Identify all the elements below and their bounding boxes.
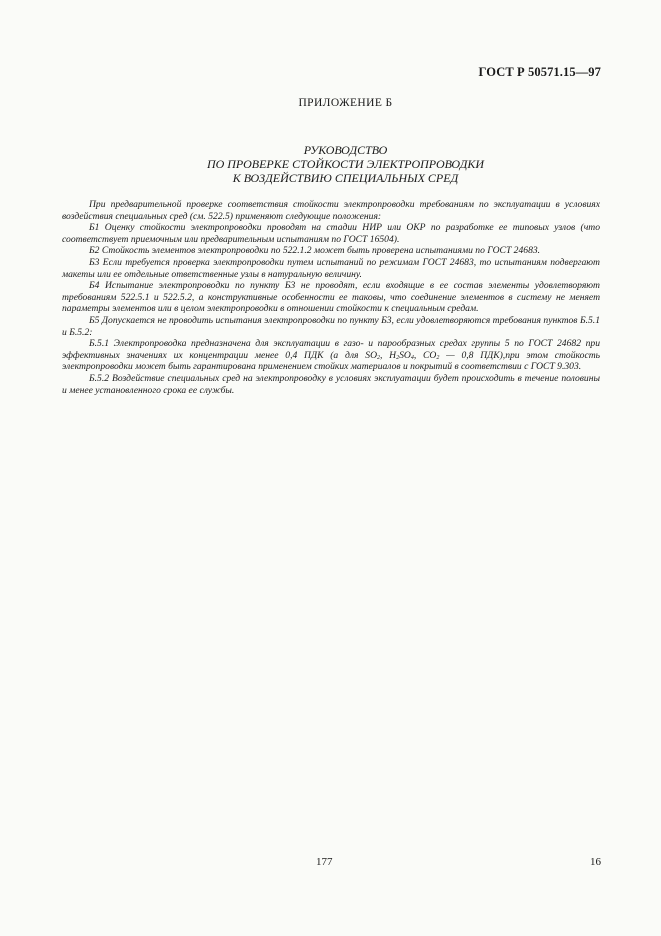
subscript: 2: [396, 354, 400, 361]
title-line: К ВОЗДЕЙСТВИЮ СПЕЦИАЛЬНЫХ СРЕД: [232, 171, 459, 185]
text-run: , H: [380, 349, 397, 361]
appendix-label: ПРИЛОЖЕНИЕ Б: [298, 97, 393, 109]
paragraph-b4: Б4 Испытание электропроводки по пункту Б3 не проводят, если входящие в ее состав элементы удовлетворяют требованиям 522.5.1 и 522.5.2, а конструктивные особенности ее таковы, что соединение элементов в систему не меняет параметры элементов или в целом электропроводки в отношении стойкости к специальным средам.: [62, 280, 600, 315]
page-number: 177: [316, 856, 333, 868]
subscript: 4: [410, 354, 414, 361]
paragraph-intro: При предварительной проверке соответствия стойкости электропроводки требованиям по эксплуатации в условиях воздействия специальных сред (см. 522.5) применяют следующие положения:: [62, 199, 600, 222]
section-title: [0, 143, 661, 185]
title-line: ПО ПРОВЕРКЕ СТОЙКОСТИ ЭЛЕКТРОПРОВОДКИ: [206, 157, 485, 171]
document-body: [62, 199, 600, 396]
text-run: SO: [399, 349, 411, 361]
paragraph-b1: Б1 Оценку стойкости электропроводки проводят на стадии НИР или ОКР по разработке ее типовых узлов (что соответствует приемочным или предварительным испытаниям по ГОСТ 16504).: [62, 222, 600, 245]
paragraph-b3: Б3 Если требуется проверка электропроводки путем испытаний по режимам ГОСТ 24683, то испытаниям подвергают макеты или ее отдельные ответственные узлы в натуральную величину.: [62, 256, 600, 280]
text-run: Б.5.1 Электропроводка предназначена для эксплуатации в газо- и парообразных средах группы 5 по ГОСТ 24682 при эффективных значениях их концентрации менее 0,4 ПДК (а для SO: [62, 338, 600, 361]
title-line: РУКОВОДСТВО: [303, 143, 388, 157]
paragraph-b2: Б2 Стойкость элементов электропроводки по 522.1.2 может быть проверена испытаниями по ГОСТ 24683.: [89, 245, 541, 257]
text-run: , CO: [413, 349, 437, 361]
paragraph-b52: Б.5.2 Воздействие специальных сред на электропроводку в условиях эксплуатации будет происходить в течение половины и менее установленного срока ее службы.: [62, 372, 600, 396]
sheet-number: 16: [590, 856, 601, 868]
subscript: 2: [377, 354, 380, 361]
text-run: — 0,8 ПДК),при этом стойкость электропроводки может быть гарантирована применением стойких материалов и покрытий в соответствии с ГОСТ 9.303.: [62, 349, 600, 373]
document-code: ГОСТ Р 50571.15—97: [478, 65, 601, 79]
subscript: 2: [436, 354, 440, 361]
paragraph-b51: [62, 338, 600, 373]
paragraph-b5: Б5 Допускается не проводить испытания электропроводки по пункту Б3, если удовлетворяются требования пунктов Б.5.1 и Б.5.2:: [62, 314, 600, 338]
